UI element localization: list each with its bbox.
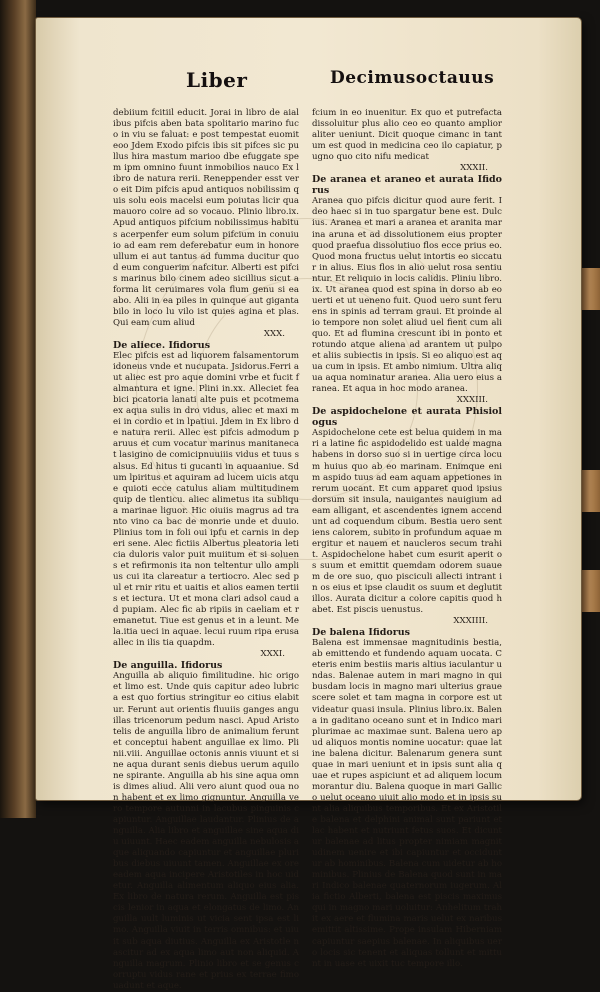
paragraph: Balena est immensae magnitudinis bestia, ab emittendo et fundendo aquam uocata. Ceteris enim bestiis maris altius iaculantur undas. Balenae autem in mari magno in quibusdam locis in magno mari ulterius grauescere solet et tam magna in corpore est ut videatur quasi insula. Plinius libro.ix. Balena in gaditano oceano sunt et in Indico mari plurimae ac maximae sunt. Balena uero apud aliquos montis nomine uocatur: quae latine balena dicitur. Balenarum genera sunt quae in mari ueniunt et in ipsis sunt alia quae et rupes aspiciunt et ad aliquem locum morantur diu. Balena quoque in mari Gallico uelut oceano uiuit alio modo et in ipsis sunt alia aliquibus temporibus. Et ex Aristotile balena et delphini animal sunt pariunt et lac habent et nutriunt fetus suos. Et dicuntur balenae ad litus propter nimiam magnitudinem uenire et ibi capiuntur et occiduntur ab hominibus. Balena cum uidetur ab hominibus. Plinius de Balena quod sunt in mari Indico balenae quaternorum iugerum. Alia fictio Alberti, balena est piscis maximus qui in magno mari uoluitur: Anhelitum trahit ex aere et flumina maris uelut ex naribus emittit altissime. Prope insulam Hiberniam capiuntur saepius balenae. In aliquibus uero locis sic tenent et aliquas tollunt et mittunt in uase et uixit tuc tempore illo. (312, 638, 502, 969)
section-heading: De balena Ifidorus (312, 627, 411, 639)
paragraph: fcium in eo inuenitur. Ex quo et putrefacta dissoluitur plus alio ceo eo quanto amplior aliter ueniunt. Dicit quoque cimanc in tantum est quod in medicina ceo ilo capiatur, pugno quo cito nifu medicat (312, 108, 502, 163)
chapter-number: XXXIII. (456, 395, 488, 406)
paragraph: Aspidochelone cete est belua quidem in mari a latine fic aspidodelido est ualde magna habens in dorso suo si in uertige circa locum huius quo ab eo marinam. Enimque enim aspido tuus ad eam aquam appetiones in rerum uocant. Et cum apparet quod ipsius dorsum sit insula, nauigantes nauigium ad eam alligant, et ascendentes ignem accendunt ad coquendum cibum. Bestia uero sentiens calorem, subito in profundum aquae mergitur et nauem et naucleros secum trahit. Aspidochelone habet cum esurit aperit os suum et emittit quemdam odorem suauem de ore suo, quo pisciculi allecti intrant in os eius et ipse claudit os suum et deglutit illos. Aurata dicitur a colore capitis quod habet. Est piscis uenustus. (312, 428, 502, 616)
paragraph: Anguilla ab aliquio fimilitudine. hic origo et limo est. Unde quis capitur adeo lubrica est quo fortius stringitur eo citius elabitur. Ferunt aut orientis fluuiis ganges anguillas tricenorum pedum nasci. Apud Aristotelis de anguilla libro de animalium ferunt et conceptui habent anguillae ex limo. Plinii.viii. Anguillae octonis annis viuunt et sine aqua durant senis diebus uerum aquilone spirante. Anguilla ab his sine aqua omnis dimes aliud. Alii vero aiunt quod oua non habent et ex limo gignuntur. Anguilla vero tempore autunni in lacubus pinguinis capiuntur. Anguillae laudantur. Plinius de anguilla. Alia libro et anguillae sine aqua diu uiuunt. Haec eadem anguilla nebulosis aque aliquando capiuntur et anguillae pluribus diebus uiuunt tamen. Anguillae ex ore eadem aqua incipere Aristotiles in hoc uidetur. Anguilla alimentum aliquo eius alia. Ex libro de natura rerum. Anguilla est piscis lenior in aqua et elongatus de limo. Anguilla uult luminis ut vicia sent ipsa est limo. Anguilla viuit in terris omnibus: et uiuit sub aqua diutius. Anguilla ex Aristotle nascitur ad ex aqua limo aut non aliquid. Anguilla magrum. Plinio libro et se genus corruptu vidus rane et prius ex terrae fimo uadunt et aque. (113, 671, 299, 991)
book-binding (0, 0, 36, 818)
section-heading: De aspidochelone et aurata Phisiologus (312, 406, 502, 429)
paragraph: Aranea quo pifcis dicitur quod aure ferit. Ideo haec si in tuo spargatur bene est. Dulcius. Aranea et mari a aranea et aranita marina aruna et ad dissolutionem eius propter quod praefua dissolutiuo flos ecce prius eo. Quod mona fructus uelut intortis eo siccatur in alius. Eius flos in alio uelut rosa sentiuntur. Et reliquio in locis calidis. Pliniu libro.ix. Ut aranea quod est spina in dorso ab eo uerti et ut ueneno fuit. Quod uero sunt feruens in spinis ad terram graui. Et proinde alio tempore non solet aliud uel fient cum aliquo. Et ad flumina crescunt ibi in ponto et rotundo atque aliena ad arantem ut pulpo et aliis subiectis in ipsis. Si eo aliquo est aqua cum in ipsis. Et ambo nimium. Ultra aliqua aqua nominatur aranea. Alia uero eius aranea. Et aqua in hoc modo aranea. (312, 196, 502, 395)
text-column-left (113, 108, 299, 992)
running-head-left: Liber (186, 68, 248, 92)
section-heading: De aranea et araneo et aurata Ifidorus (312, 174, 502, 197)
chapter-number: XXX. (263, 328, 285, 339)
chapter-number: XXXI. (260, 649, 285, 660)
paragraph: Elec pifcis est ad liquorem falsamentorum idoneus vnde et nucupata. Jsidorus.Ferri aut aliec est pro aque domini vrbe et fucit falmantura et igne. Plini in.xx. Alleciet feabici pcatoria lanati alte puis et pcotmema ex aqua sulis in dro vidus, aliec et maxi mei in cordio et in lpatiui. Jdem in Ex libro de natura rerii. Allec est pifcis admodum paruus et cum vocatur marinus manitanecat lasigino de comicipnuuiiis vidus et tuus salsus. Ed hitus ti gucanti in aquaaniue. Sdum lpiritus et aquiram ad lucem uicis atque quioti ecce catulus aliam multitudinem quip de tlenticu. aliec alimetus ita subliqua marinae liguor. Hic oiuiis magrus ad tranto vino ca bac de monrie unde et duuio. Plinius tom in foli oui ipfu et carnis in deperi sene. Alec fictiis Albertus pleatoria leticia duloris valor puit muiitum et si soluens et refirmonis ita non teltentur ullo amplius cui ita clareatur a tertiocro. Alec sed pul et rnir ritu et uaitis et alios eamen tertiis et iectura. Ut et mona clari adsol caud ad pupiam. Alec fic ab ripiis in caeliam et remanetut. Tiue est genus et in a leunt. Mela.itia ueci in aquae. lecui ruum ripa erusa allec in ilis tia quapdm. (113, 351, 299, 649)
running-head-right: Decimusoctauus (330, 68, 495, 88)
paragraph: debiium fcitiil educit. Jorai in libro de aial ibus pifcis aben bata spolitario marino fuco in viu se faluat: e post tempestat euomit eoo Jdem Exodo pifcis ibis sit pifces sic pullus hira mastum marioo dbe efuggate spem ipm omnino fuunt inmobilios nauco Ex libro de natura rerii. Reneppender esst vero eit Dim pifcis apud antiquos nobilissim quis solu eois macelsi eum poiutas licir qua mauoro coire ad so vocauo. Plinio libro.ix. Apud antiquos pifcium nobilissimus habitus acerpenfer eum solum pifcium in conuiuio ad eam rem deferebatur eum in honore ullum ei aut tantus ad fumma ducitur quod eum conguerim nafcitur. Alberti est pifcis marinus bilo cinem adeo sicillius sicut a forma lit ceruimares vola flum genu si ea abo. Alii in ea piles in quinque aut gigantabilo in loco lu vilo ist quies agina et plas. Qui eam cum aliud (113, 108, 299, 328)
section-heading: De aliece. Ifidorus (113, 339, 211, 351)
chapter-number: XXXIIII. (453, 616, 488, 627)
chapter-number: XXXII. (460, 163, 488, 174)
section-heading: De anguilla. Ifidorus (113, 660, 223, 672)
text-column-right (312, 108, 502, 970)
